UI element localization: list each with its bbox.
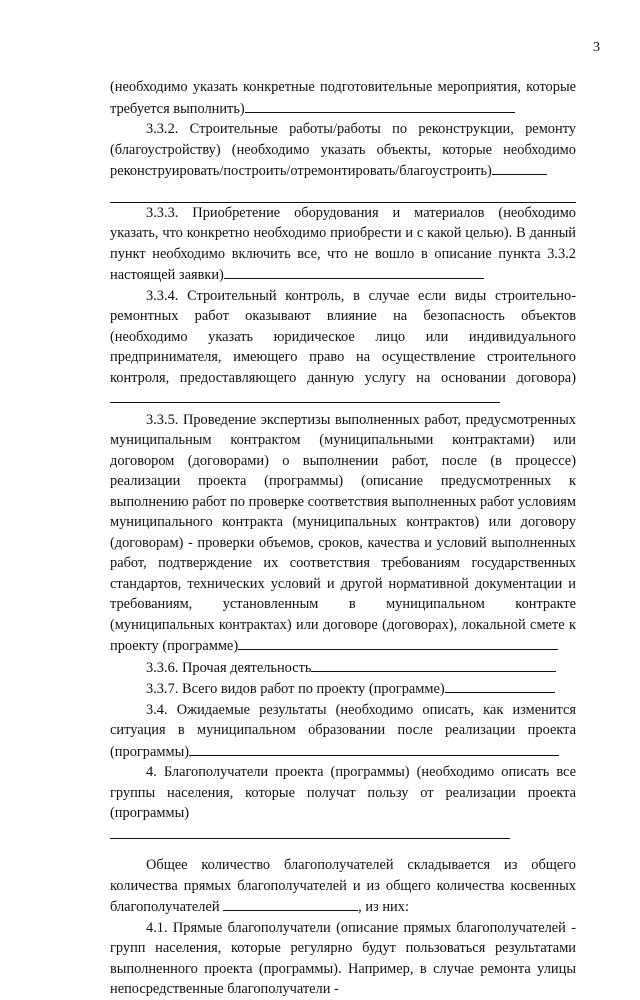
paragraph-text: 4. Благополучатели проекта (программы) (необходимо описать все группы населения, которые получат пользу от реализации проекта (программы) [110,764,580,821]
paragraph-preparatory [110,77,580,119]
paragraph-text: 3.3.3. Приобретение оборудования и материалов (необходимо указать, что конкретно необходимо приобрести и с какой целью). В данный пункт необходимо включить все, что не вошло в описание пункта 3.3.2 настоящей заявки) [110,204,580,283]
paragraph-text: 3.3.7. Всего видов работ по проекту (программе) [146,681,445,697]
paragraph-expertise [110,410,580,657]
paragraph-text: 3.4. Ожидаемые результаты (необходимо описать, как изменится ситуация в муниципальном образовании после реализации проекта (программы) [110,701,580,760]
fill-line [238,635,558,650]
paragraph-construction-control [110,286,580,410]
paragraph-text: 3.3.5. Проведение экспертизы выполненных работ, предусмотренных муниципальным контрактом (муниципальными контрактами) или договором (договорами) о выполнении работ, после (в процессе) реализации проекта (программы) (описание предусмотренных к выполнению работ по проверке соответствия выполненных работ условиям муниципального контракта (муниципальных контрактов) или договору (договорам) - проверки объемов, сроков, качества и условий выполненных работ, подтверждение их соответствия требованиям государственных стандартов, технических условий и другой нормативной документации и требованиям, установленным в муниципальном контракте (муниципальных контрактах) или договоре (договорах), локальной смете к проекту (программе) [110,411,580,654]
paragraph-other-activity [110,657,576,679]
fill-line [445,678,555,693]
spacer [110,845,576,855]
fill-line [492,160,547,175]
paragraph-total-beneficiaries [110,855,580,918]
paragraph-text: 3.3.4. Строительный контроль, в случае если виды строительно-ремонтных работ оказывают влияние на безопасность объектов (необходимо указать юридическое лицо или индивидуального предпринимателя, имеющего право на осуществление строительного контроля, предоставляющего данную услугу на основании договора) [110,287,580,386]
fill-line [189,741,559,756]
paragraph-text: , из них: [358,899,409,915]
paragraph-text: 3.3.6. Прочая деятельность [146,659,312,676]
fill-line [110,388,500,403]
paragraph-total-works [110,678,576,700]
blank-line [110,182,576,203]
fill-line [110,824,510,839]
paragraph-beneficiaries [110,762,580,845]
document-body [110,77,580,1000]
paragraph-text: (необходимо указать конкретные подготовительные мероприятия, которые требуется выполнить) [110,79,580,117]
paragraph-text: Общее количество благополучателей складывается из общего количества прямых благополучателей и из общего количества косвенных благополучателей [110,857,580,915]
page-number: 3 [593,40,600,55]
paragraph-construction-works [110,119,580,182]
fill-line [224,264,484,279]
fill-line [311,657,556,672]
paragraph-text: 4.1. Прямые благополучатели (описание прямых благополучателей - групп населения, которые регулярно будут пользоваться результатами выполненного проекта (программы). Например, в случае ремонта улицы непосредственные благополучатели - [110,919,580,997]
paragraph-equipment-purchase [110,203,580,286]
paragraph-expected-results [110,700,580,763]
beneficiaries-count-field[interactable] [223,896,358,911]
fill-line [245,98,515,113]
paragraph-text: 3.3.2. Строительные работы/работы по реконструкции, ремонту (благоустройству) (необходимо указать объекты, которые необходимо реконструировать/построить/отремонтировать/благоустроить) [110,121,580,179]
paragraph-direct-beneficiaries [110,918,580,1000]
